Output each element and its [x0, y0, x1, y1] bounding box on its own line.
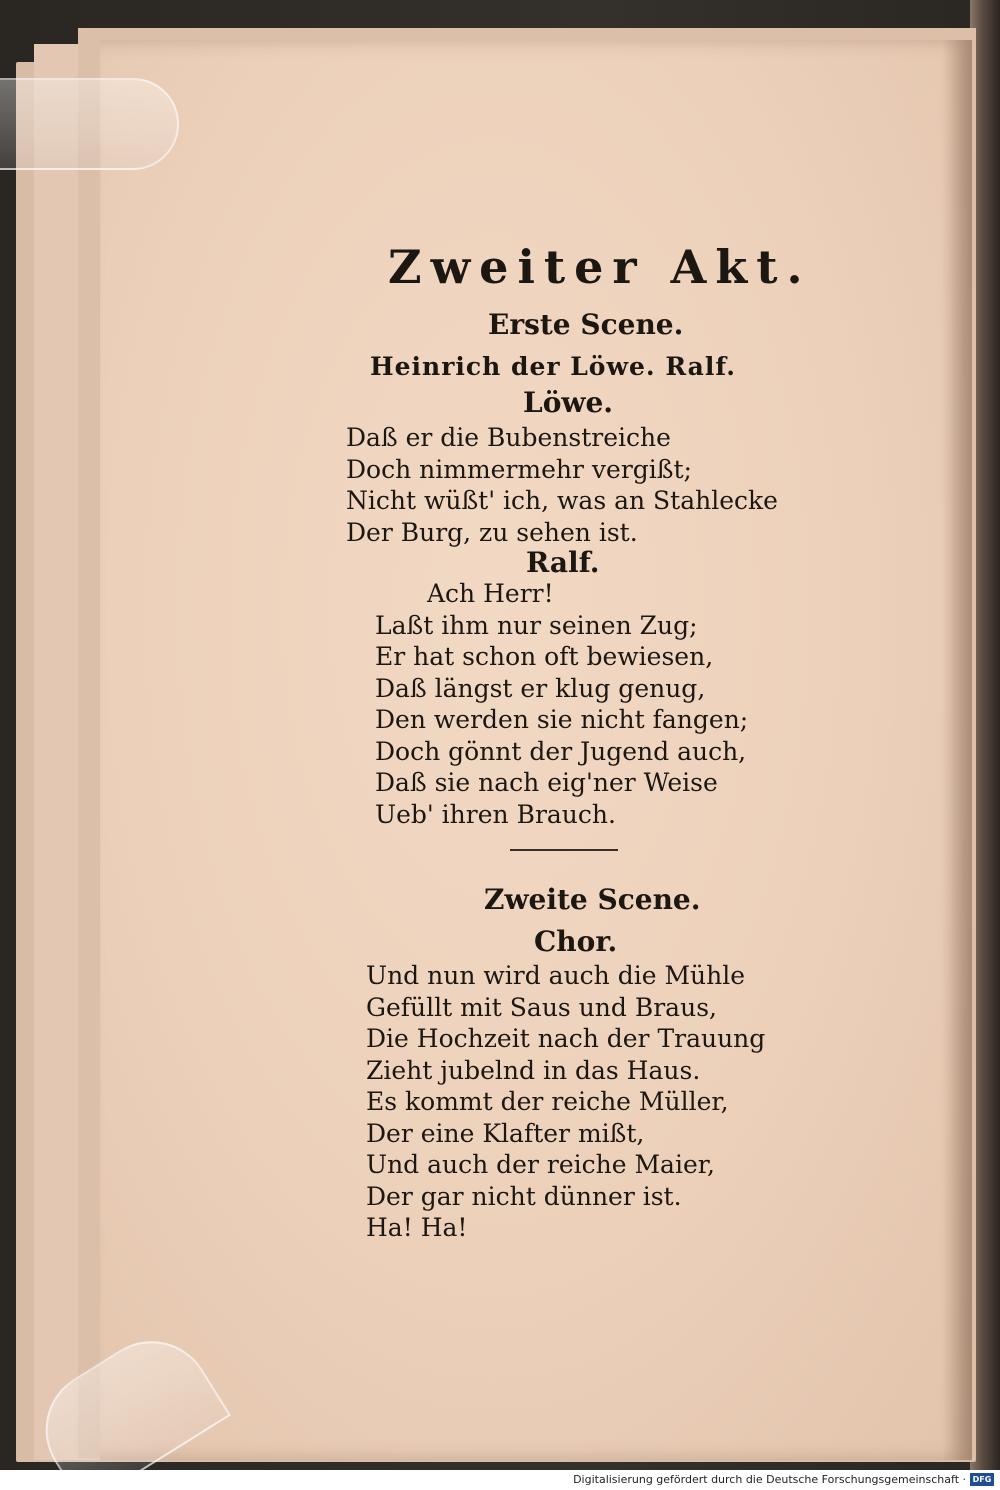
speaker-chor: Chor. [534, 925, 618, 958]
digitization-credit: Digitalisierung gefördert durch die Deutsche Forschungsgemeinschaft · [573, 1473, 966, 1486]
verse-line: Ueb' ihren Brauch. [375, 799, 616, 829]
verse-line: Die Hochzeit nach der Trauung [366, 1024, 766, 1053]
verse-line: Daß längst er klug genug, [375, 673, 706, 703]
verse-line: Der gar nicht dünner ist. [366, 1181, 682, 1211]
verse-ralf [375, 578, 748, 830]
verse-line: Daß er die Bubenstreiche [346, 423, 671, 452]
plastic-clip-top [0, 78, 179, 170]
verse-line: Nicht wüßt' ich, was an Stahlecke [346, 486, 778, 515]
verse-line: Ha! Ha! [366, 1213, 468, 1242]
verse-line: Zieht jubelnd in das Haus. [366, 1055, 701, 1085]
verse-chor [366, 960, 765, 1244]
character-list: Heinrich der Löwe. Ralf. [370, 352, 736, 381]
verse-line: Es kommt der reiche Müller, [366, 1087, 729, 1116]
speaker-ralf: Ralf. [526, 546, 600, 579]
verse-line: Doch gönnt der Jugend auch, [375, 736, 747, 766]
verse-line: Der Burg, zu sehen ist. [346, 517, 638, 547]
dfg-logo-icon: DFG [970, 1473, 994, 1486]
verse-line: Gefüllt mit Saus und Braus, [366, 992, 717, 1022]
verse-line: Er hat schon oft bewiesen, [375, 642, 714, 671]
page-curl-shadow [942, 40, 972, 1460]
verse-line: Doch nimmermehr vergißt; [346, 454, 692, 484]
verse-loewe [346, 422, 778, 548]
verse-line: Daß sie nach eig'ner Weise [375, 768, 718, 797]
verse-line: Und auch der reiche Maier, [366, 1150, 715, 1179]
section-divider [510, 849, 618, 851]
verse-line: Ach Herr! [427, 579, 554, 608]
scene-one-heading: Erste Scene. [488, 308, 684, 341]
scene-two-heading: Zweite Scene. [484, 883, 701, 916]
verse-line: Laßt ihm nur seinen Zug; [375, 610, 698, 640]
speaker-loewe: Löwe. [523, 386, 614, 419]
verse-line: Den werden sie nicht fangen; [375, 705, 749, 734]
act-title: Zweiter Akt. [388, 240, 812, 294]
verse-line: Der eine Klafter mißt, [366, 1118, 645, 1148]
verse-line: Und nun wird auch die Mühle [366, 961, 746, 990]
